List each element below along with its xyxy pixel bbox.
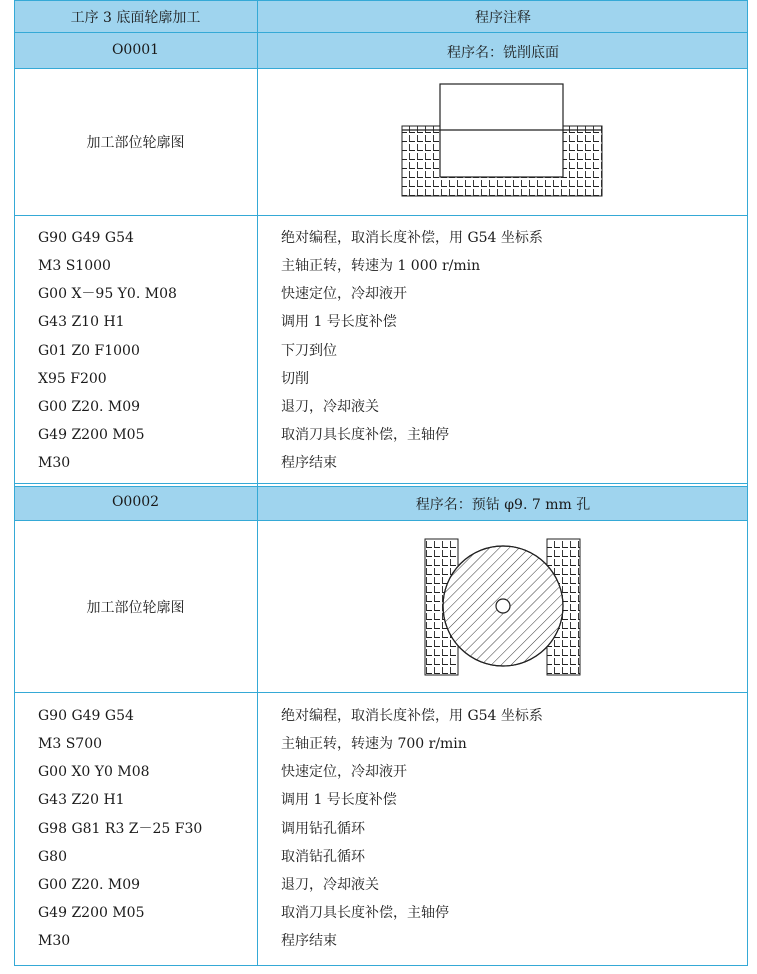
note-line: 绝对编程，取消长度补偿，用 G54 坐标系 xyxy=(281,708,543,724)
code-line: M3 S700 xyxy=(38,736,103,752)
program2-name: 程序名：预钻 φ9. 7 mm 孔 xyxy=(415,497,591,513)
program2-number: O0002 xyxy=(111,494,160,510)
code-line: G98 G81 R3 Z－25 F30 xyxy=(38,821,203,837)
note-line: 调用钻孔循环 xyxy=(281,821,365,837)
code-line: G43 Z10 H1 xyxy=(38,314,125,330)
code-line: M30 xyxy=(38,933,71,949)
note-line: 快速定位，冷却液开 xyxy=(281,286,407,302)
code-line: M30 xyxy=(38,455,71,471)
program1-name: 程序名：铣削底面 xyxy=(447,45,559,61)
code-line: G90 G49 G54 xyxy=(38,708,134,724)
code-line: G90 G49 G54 xyxy=(38,230,134,246)
code-line: G00 X0 Y0 M08 xyxy=(38,764,150,780)
note-line: 退刀，冷却液关 xyxy=(281,399,379,415)
program1-number: O0001 xyxy=(111,42,160,58)
code-line: G49 Z200 M05 xyxy=(38,427,145,443)
header-notes-title: 程序注释 xyxy=(475,10,531,26)
code-line: G00 X－95 Y0. M08 xyxy=(38,286,177,302)
code-line: G80 xyxy=(38,849,67,865)
drill-hole-diagram-icon xyxy=(417,531,587,681)
note-line: 切削 xyxy=(281,371,309,387)
program2-figure-label: 加工部位轮廓图 xyxy=(86,600,185,616)
code-line: G00 Z20. M09 xyxy=(38,877,141,893)
note-line: 取消刀具长度补偿，主轴停 xyxy=(281,905,449,921)
note-line: 退刀，冷却液关 xyxy=(281,877,379,893)
note-line: 绝对编程，取消长度补偿，用 G54 坐标系 xyxy=(281,230,543,246)
note-line: 取消钻孔循环 xyxy=(281,849,365,865)
note-line: 主轴正转，转速为 700 r/min xyxy=(281,736,467,752)
base-milling-diagram-icon xyxy=(400,80,610,200)
program-table xyxy=(14,0,748,966)
code-line: G01 Z0 F1000 xyxy=(38,343,140,359)
note-line: 调用 1 号长度补偿 xyxy=(281,314,397,330)
note-line: 快速定位，冷却液开 xyxy=(281,764,407,780)
note-line: 程序结束 xyxy=(281,933,337,949)
code-line: G00 Z20. M09 xyxy=(38,399,141,415)
code-line: X95 F200 xyxy=(38,371,107,387)
code-line: M3 S1000 xyxy=(38,258,111,274)
note-line: 取消刀具长度补偿，主轴停 xyxy=(281,427,449,443)
note-line: 调用 1 号长度补偿 xyxy=(281,792,397,808)
note-line: 主轴正转，转速为 1 000 r/min xyxy=(281,258,481,274)
header-step-title: 工序 3 底面轮廓加工 xyxy=(70,10,201,26)
code-line: G43 Z20 H1 xyxy=(38,792,125,808)
note-line: 下刀到位 xyxy=(281,343,337,359)
note-line: 程序结束 xyxy=(281,455,337,471)
code-line: G49 Z200 M05 xyxy=(38,905,145,921)
program1-figure-label: 加工部位轮廓图 xyxy=(86,135,185,151)
